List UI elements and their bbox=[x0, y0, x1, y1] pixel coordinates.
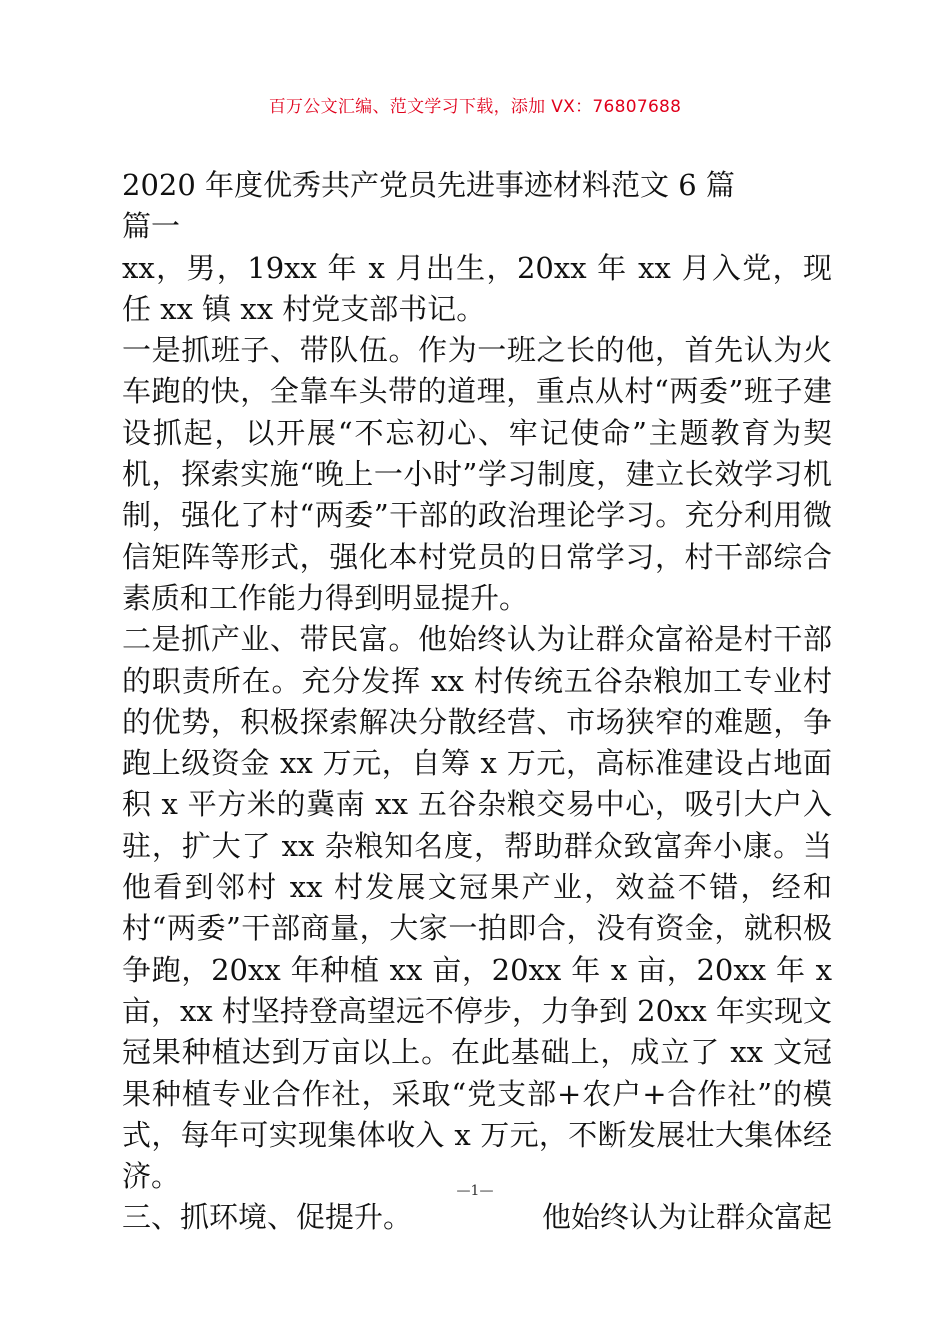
section-heading: 篇一 bbox=[122, 209, 181, 244]
document-body bbox=[122, 165, 832, 1239]
paragraph-environment bbox=[122, 1197, 832, 1238]
page-number: —1— bbox=[456, 1183, 494, 1199]
paragraph-intro: xx，男，19xx 年 x 月出生，20xx 年 xx 月入党，现任 xx 镇 xx 村党支部书记。 bbox=[122, 250, 832, 326]
paragraph-team: 一是抓班子、带队伍。作为一班之长的他，首先认为火车跑的快，全靠车头带的道理，重点从村“两委”班子建设抓起，以开展“不忘初心、牢记使命”主题教育为契机，探索实施“晚上一小时”学习制度，建立长效学习机制，强化了村“两委”干部的政治理论学习。充分利用微信矩阵等形式，强化本村党员的日常学习，村干部综合素质和工作能力得到明显提升。 bbox=[122, 333, 832, 615]
paragraph-environment-text: 他始终认为让群众富起 bbox=[541, 1200, 832, 1235]
paragraph-environment-heading: 三、抓环境、促提升。 bbox=[122, 1200, 413, 1235]
document-title: 2020 年度优秀共产党员先进事迹材料范文 6 篇 bbox=[122, 168, 735, 202]
header-contact-note: 百万公文汇编、范文学习下载，添加 VX：76807688 bbox=[268, 97, 682, 117]
paragraph-industry: 二是抓产业、带民富。他始终认为让群众富裕是村干部的职责所在。充分发挥 xx 村传统五谷杂粮加工专业村的优势，积极探索解决分散经营、市场狭窄的难题，争跑上级资金 xx 万元，自筹 x 万元，高标准建设占地面积 x 平方米的冀南 xx 五谷杂粮交易中心，吸引大户入驻，扩大了 xx 杂粮知名度，帮助群众致富奔小康。当他看到邻村 xx 村发展文冠果产业，效益不错，经和村“两委”干部商量，大家一拍即合，没有资金，就积极争跑，20xx 年种植 xx 亩，20xx 年 x 亩，20xx 年 x 亩，xx 村坚持登高望远不停步，力争到 20xx 年实现文冠果种植达到万亩以上。在此基础上，成立了 xx 文冠果种植专业合作社，采取“党支部+农户+合作社”的模式，每年可实现集体收入 x 万元，不断发展壮大集体经济。 bbox=[122, 622, 832, 1194]
